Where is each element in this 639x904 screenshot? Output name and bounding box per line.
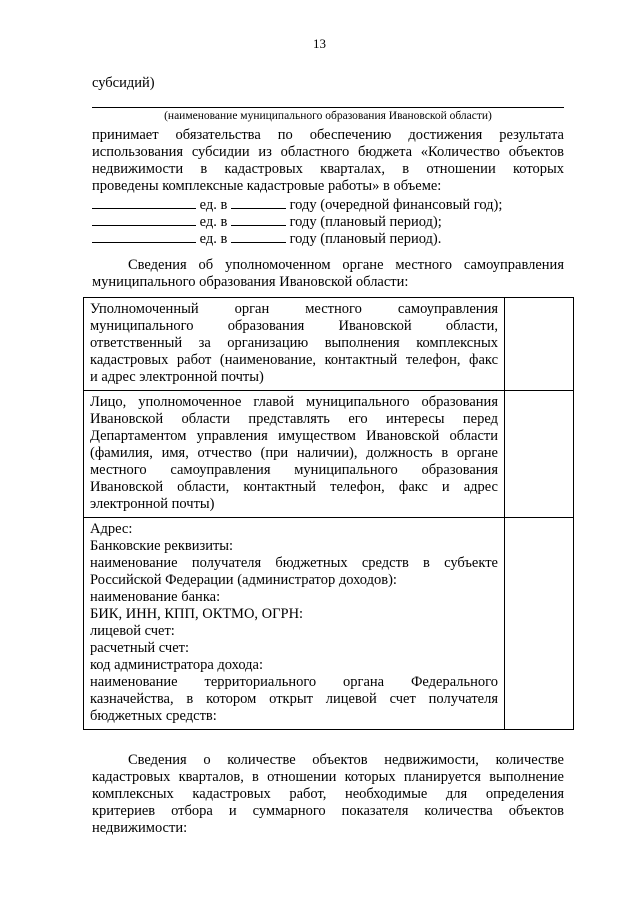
cell-line: Банковские реквизиты: xyxy=(90,538,234,554)
obligation-paragraph xyxy=(92,127,564,195)
year-blank[interactable] xyxy=(231,195,286,209)
row-description xyxy=(84,298,505,391)
cell-line: Ивановской области представлять его интересы перед xyxy=(90,411,498,427)
volume-unit: ед. в xyxy=(199,231,228,247)
closing-paragraph xyxy=(92,752,564,837)
cell-line: Лицо, уполномоченное главой муниципального образования xyxy=(90,394,498,410)
table-row xyxy=(84,391,574,518)
closing-line: кадастровых кварталов, в отношении которых планируется выполнение xyxy=(92,769,564,785)
closing-line: недвижимости: xyxy=(92,820,188,836)
municipality-caption: (наименование муниципального образования Ивановской области) xyxy=(164,110,492,122)
cell-line: электронной почты) xyxy=(90,496,215,512)
cell-line: Адрес: xyxy=(90,521,133,537)
cell-line: расчетный счет: xyxy=(90,640,190,656)
row-value-cell[interactable] xyxy=(505,391,574,518)
cell-line: ответственный за организацию выполнения комплексных xyxy=(90,335,498,351)
row-description xyxy=(84,518,505,730)
volume-unit: ед. в xyxy=(199,197,228,213)
cell-line: Уполномоченный орган местного самоуправления xyxy=(90,301,498,317)
cell-line: Ивановской области, контактный телефон, факс и адрес xyxy=(90,479,498,495)
table-row xyxy=(84,298,574,391)
page-number: 13 xyxy=(313,36,326,51)
authority-heading xyxy=(92,257,564,291)
cell-line: наименование территориального органа Федерального xyxy=(90,674,498,690)
cell-line: (фамилия, имя, отчество (при наличии), должность в органе xyxy=(90,445,498,461)
authority-heading-line: Сведения об уполномоченном органе местного самоуправления xyxy=(128,257,564,273)
obligation-line: использования субсидии из областного бюджета «Количество объектов xyxy=(92,144,564,160)
table-row xyxy=(84,518,574,730)
cell-line: кадастровых работ (наименование, контактный телефон, факс xyxy=(90,352,498,368)
municipality-name-line xyxy=(92,107,564,108)
obligation-line: проведены комплексные кадастровые работы» в объеме: xyxy=(92,178,442,194)
cell-line: местного самоуправления муниципального образования xyxy=(90,462,498,478)
volume-tail: году (плановый период); xyxy=(289,214,442,230)
year-blank[interactable] xyxy=(231,229,286,243)
cell-line: муниципального образования Ивановской области, xyxy=(90,318,498,334)
cell-line: код администратора дохода: xyxy=(90,657,264,673)
row-value-cell[interactable] xyxy=(505,518,574,730)
cell-line: Российской Федерации (администратор доходов): xyxy=(90,572,397,588)
cell-line: БИК, ИНН, КПП, ОКТМО, ОГРН: xyxy=(90,606,304,622)
cell-line: бюджетных средств: xyxy=(90,708,217,724)
obligation-line: принимает обязательства по обеспечению достижения результата xyxy=(92,127,564,143)
cell-line: лицевой счет: xyxy=(90,623,175,639)
quantity-blank[interactable] xyxy=(92,195,196,209)
closing-line: критериев отбора и суммарного показателя количества объектов xyxy=(92,803,564,819)
volume-tail: году (очередной финансовый год); xyxy=(289,197,503,213)
cell-line: и адрес электронной почты) xyxy=(90,369,264,385)
obligation-line: недвижимости в кадастровых кварталах, в отношении которых xyxy=(92,161,564,177)
volume-tail: году (плановый период). xyxy=(289,231,442,247)
cell-line: наименование получателя бюджетных средств в субъекте xyxy=(90,555,498,571)
cell-line: наименование банка: xyxy=(90,589,221,605)
row-value-cell[interactable] xyxy=(505,298,574,391)
volume-row xyxy=(92,229,441,248)
intro-word: субсидий) xyxy=(92,75,155,91)
cell-line: казначейства, в котором открыт лицевой счет получателя xyxy=(90,691,498,707)
authority-table xyxy=(83,297,574,730)
quantity-blank[interactable] xyxy=(92,229,196,243)
row-description xyxy=(84,391,505,518)
cell-line: Департаментом управления имуществом Ивановской области xyxy=(90,428,498,444)
authority-heading-line: муниципального образования Ивановской области: xyxy=(92,274,409,290)
volume-unit: ед. в xyxy=(199,214,228,230)
closing-line: комплексных кадастровых работ, необходимые для определения xyxy=(92,786,564,802)
year-blank[interactable] xyxy=(231,212,286,226)
closing-line: Сведения о количестве объектов недвижимости, количестве xyxy=(128,752,564,768)
quantity-blank[interactable] xyxy=(92,212,196,226)
